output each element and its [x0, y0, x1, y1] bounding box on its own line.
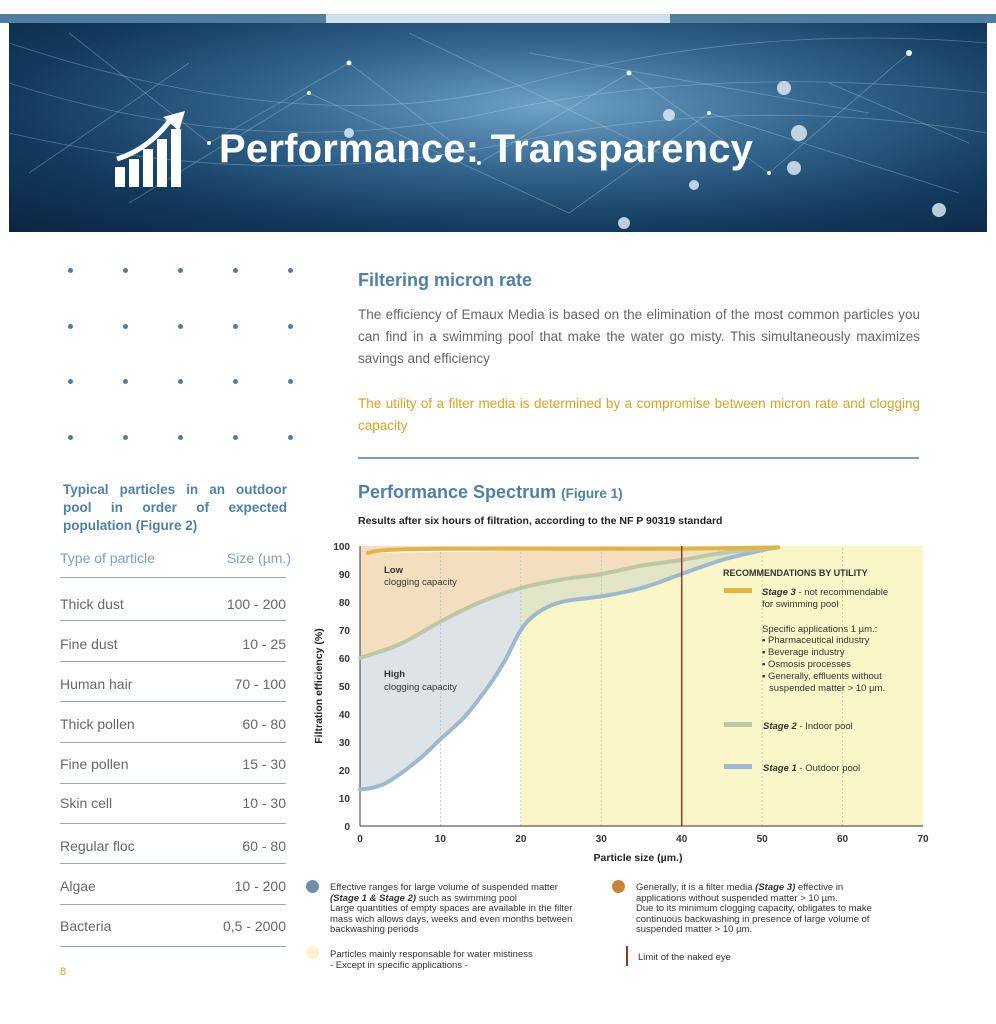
stage1-label [763, 763, 860, 774]
stage2-name: Stage 2 [763, 721, 797, 732]
header-size: Size (µm.) [226, 550, 291, 566]
legend-text: - Except in specific applications - [330, 959, 468, 971]
app-item: ▪ Generally, effluents without [762, 671, 882, 682]
particle-size: 15 - 30 [242, 756, 286, 772]
stage3-swatch [724, 588, 752, 593]
y-tick-labels [333, 542, 350, 833]
particle-name: Fine dust [60, 636, 118, 652]
stage3-label [762, 587, 888, 598]
legend-naked-eye-mark [626, 946, 628, 966]
legend-text: Large quantities of empty spaces are available in the filter [330, 903, 573, 914]
particle-name: Thick dust [60, 596, 124, 612]
app-item: ▪ Beverage industry [762, 647, 845, 658]
x-tick-label: 70 [917, 834, 929, 845]
x-tick-label: 10 [434, 834, 446, 845]
particle-name: Regular floc [60, 838, 135, 854]
particle-size: 100 - 200 [226, 596, 286, 612]
particle-name: Bacteria [60, 918, 112, 934]
legend-rest: effective in [795, 882, 844, 893]
y-tick-label: 20 [338, 766, 350, 777]
legend-pre: Generally, it is a filter media [636, 882, 756, 893]
stage3-text: - not recommendable [795, 587, 889, 598]
stage2-text: - Indoor pool [796, 721, 853, 732]
particle-name: Human hair [60, 676, 133, 692]
y-tick-label: 10 [338, 794, 350, 805]
recommendations-title: RECOMMENDATIONS BY UTILITY [723, 568, 868, 578]
x-tick-label: 40 [676, 834, 688, 845]
stage1-text: - Outdoor pool [796, 763, 861, 774]
particle-name: Thick pollen [60, 716, 135, 732]
y-tick-label: 30 [338, 738, 350, 749]
particle-size: 10 - 30 [242, 795, 286, 811]
x-axis-label: Particle size (µm.) [593, 852, 683, 864]
stage2-swatch [724, 722, 752, 727]
y-tick-label: 50 [338, 682, 350, 693]
spectrum-subtitle: Results after six hours of filtration, according to the NF P 90319 standard [358, 515, 723, 527]
y-tick-label: 90 [338, 570, 350, 581]
legend-text: Due to its minimum clogging capacity, obligates to make [636, 903, 872, 914]
spectrum-figure-ref: (Figure 1) [561, 486, 623, 501]
app-item: suspended matter > 10 µm. [769, 683, 886, 694]
legend-bold: (Stage 1 & Stage 2) [330, 892, 417, 904]
y-tick-label: 80 [338, 598, 350, 609]
legend-text: Effective ranges for large volume of suspended matter [330, 882, 558, 893]
y-tick-label: 100 [333, 542, 350, 553]
legend-text: suspended matter > 10 µm. [636, 924, 753, 935]
legend-text: applications without suspended matter > 10 µm. [636, 892, 838, 904]
high-clogging-sub: clogging capacity [384, 682, 457, 693]
stage3-line2: for swimming pool [762, 599, 839, 610]
particle-name: Skin cell [60, 795, 113, 811]
app-item: ▪ Osmosis processes [762, 659, 851, 670]
x-tick-label: 60 [837, 834, 849, 845]
y-tick-label: 70 [338, 626, 350, 637]
legend-yellow-dot [306, 946, 319, 959]
high-clogging-title: High [384, 669, 406, 680]
particle-size: 70 - 100 [234, 676, 286, 692]
particle-size: 0,5 - 2000 [222, 918, 286, 934]
stage1-name: Stage 1 [763, 763, 797, 774]
legend-stage3 [636, 883, 913, 936]
x-tick-label: 20 [515, 834, 527, 845]
legend-blue-dot [306, 880, 319, 893]
legend-text: Particles mainly responsable for water mistiness [330, 949, 533, 960]
filtering-highlight: The utility of a filter media is determined by a compromise between micron rate and clogging capacity [358, 396, 920, 433]
header-type: Type of particle [60, 550, 155, 566]
legend-bold: (Stage 3) [755, 882, 796, 893]
filtering-paragraph: The efficiency of Emaux Media is based on the elimination of the most common particles you can find in a swimming pool that make the water go misty. This simultaneously maximizes savings and efficiency [358, 307, 920, 366]
legend-mistiness [330, 950, 592, 971]
page-number: 8 [60, 966, 67, 978]
legend-rest: such as swimming pool [416, 892, 517, 904]
legend-naked-eye: Limit of the naked eye [638, 952, 731, 963]
legend-text: backwashing periods [330, 924, 419, 935]
stage1-swatch [724, 764, 752, 769]
x-tick-labels [357, 834, 929, 845]
y-axis-label: Filtration efficiency (%) [313, 628, 325, 744]
x-tick-label: 0 [357, 834, 363, 845]
legend-text [636, 883, 913, 894]
stage3-name: Stage 3 [762, 587, 796, 598]
particle-name: Fine pollen [60, 756, 129, 772]
particle-size: 60 - 80 [242, 716, 286, 732]
spectrum-title: Performance Spectrum [358, 482, 557, 502]
low-clogging-title: Low [384, 565, 403, 576]
legend-text: continuous backwashing in presence of large volume of [636, 913, 870, 925]
low-clogging-sub: clogging capacity [384, 577, 457, 588]
x-tick-label: 50 [756, 834, 768, 845]
legend-text: mass wich allows days, weeks and even months between [330, 913, 573, 925]
particle-name: Algae [60, 878, 96, 894]
legend-orange-dot [612, 880, 625, 893]
particle-size: 60 - 80 [242, 838, 286, 854]
apps-title: Specific applications 1 µm.: [762, 624, 878, 635]
particle-size: 10 - 200 [234, 878, 286, 894]
particle-size: 10 - 25 [242, 636, 286, 652]
y-tick-label: 0 [344, 822, 350, 833]
legend-stage12 [330, 883, 592, 936]
filtering-heading: Filtering micron rate [358, 270, 533, 290]
page-title: Performance: Transparency [219, 127, 754, 171]
y-tick-label: 60 [338, 654, 350, 665]
app-item: ▪ Pharmaceutical industry [762, 635, 870, 646]
y-tick-label: 40 [338, 710, 350, 721]
stage2-label [763, 721, 853, 732]
particles-heading: Typical particles in an outdoor pool in order of expected population (Figure 2) [63, 482, 287, 533]
x-tick-label: 30 [595, 834, 607, 845]
